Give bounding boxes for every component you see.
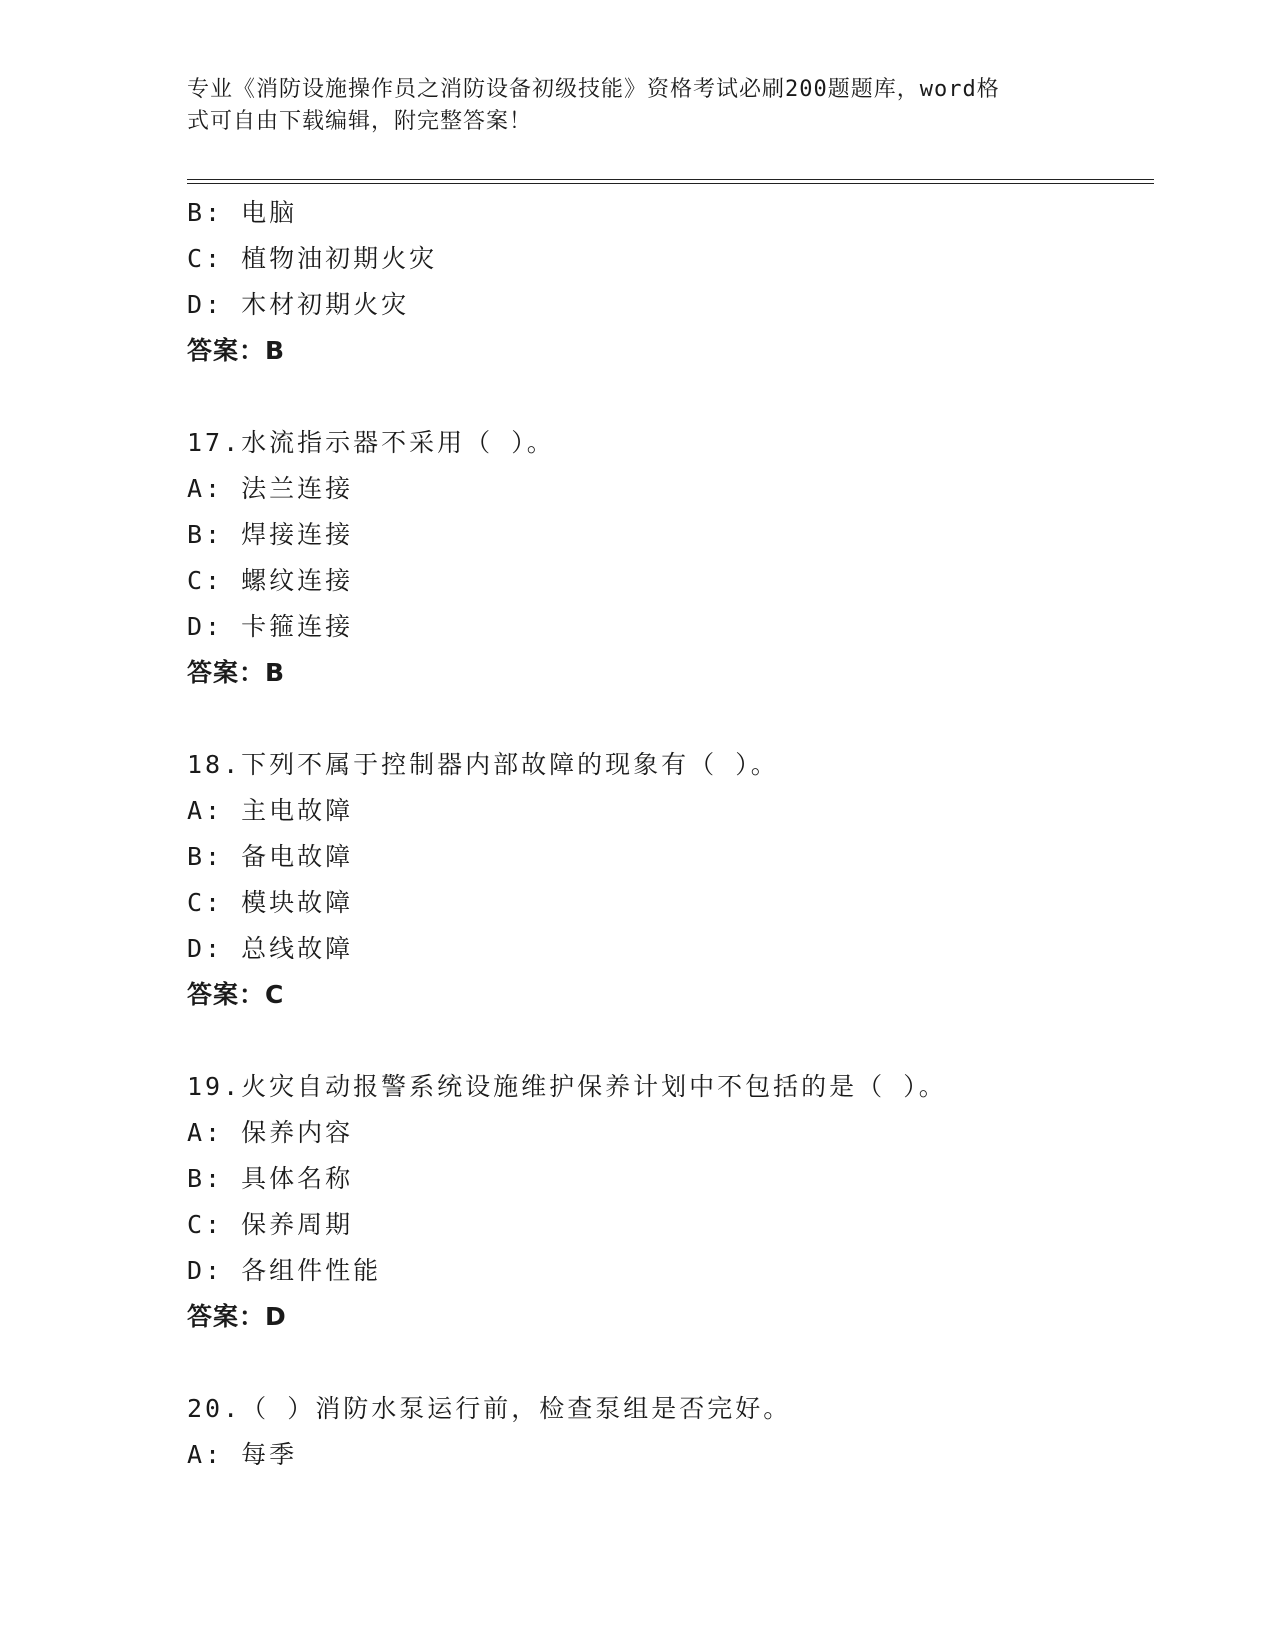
option-d: D: 各组件性能 — [187, 1256, 382, 1285]
question-text: 18.下列不属于控制器内部故障的现象有（ ）。 — [187, 750, 779, 779]
header-line-1: 专业《消防设施操作员之消防设备初级技能》资格考试必刷200题题库，word格 — [187, 77, 1000, 102]
answer: 答案：C — [187, 980, 285, 1009]
option-a: A: 保养内容 — [187, 1118, 354, 1147]
option-c: C: 螺纹连接 — [187, 566, 354, 595]
answer: 答案：D — [187, 1302, 287, 1331]
option-a: A: 主电故障 — [187, 796, 354, 825]
question-text: 20.（ ）消防水泵运行前，检查泵组是否完好。 — [187, 1394, 792, 1423]
header-divider-top — [187, 179, 1154, 180]
question-text: 19.火灾自动报警系统设施维护保养计划中不包括的是（ ）。 — [187, 1072, 947, 1101]
option-c: C: 保养周期 — [187, 1210, 354, 1239]
answer: 答案：B — [187, 658, 286, 687]
question-20 — [187, 1386, 1154, 1478]
answer: 答案：B — [187, 336, 286, 365]
question-16-tail — [187, 190, 1154, 374]
spacer — [187, 374, 1154, 420]
option-a: A: 法兰连接 — [187, 474, 354, 503]
header-line-2: 式可自由下载编辑，附完整答案！ — [187, 109, 533, 134]
option-d: D: 总线故障 — [187, 934, 354, 963]
option-d: D: 卡箍连接 — [187, 612, 354, 641]
question-19 — [187, 1064, 1154, 1340]
option-a: A: 每季 — [187, 1440, 298, 1469]
question-18 — [187, 742, 1154, 1018]
option-b: B: 具体名称 — [187, 1164, 354, 1193]
question-list — [187, 190, 1154, 1478]
option-c: C: 植物油初期火灾 — [187, 244, 438, 273]
option-b: B: 电脑 — [187, 198, 298, 227]
spacer — [187, 1340, 1154, 1386]
option-b: B: 焊接连接 — [187, 520, 354, 549]
document-header — [187, 74, 1087, 138]
spacer — [187, 1018, 1154, 1064]
option-d: D: 木材初期火灾 — [187, 290, 410, 319]
spacer — [187, 696, 1154, 742]
header-divider-bottom — [187, 183, 1154, 184]
option-c: C: 模块故障 — [187, 888, 354, 917]
question-text: 17.水流指示器不采用（ ）。 — [187, 428, 555, 457]
question-17 — [187, 420, 1154, 696]
option-b: B: 备电故障 — [187, 842, 354, 871]
